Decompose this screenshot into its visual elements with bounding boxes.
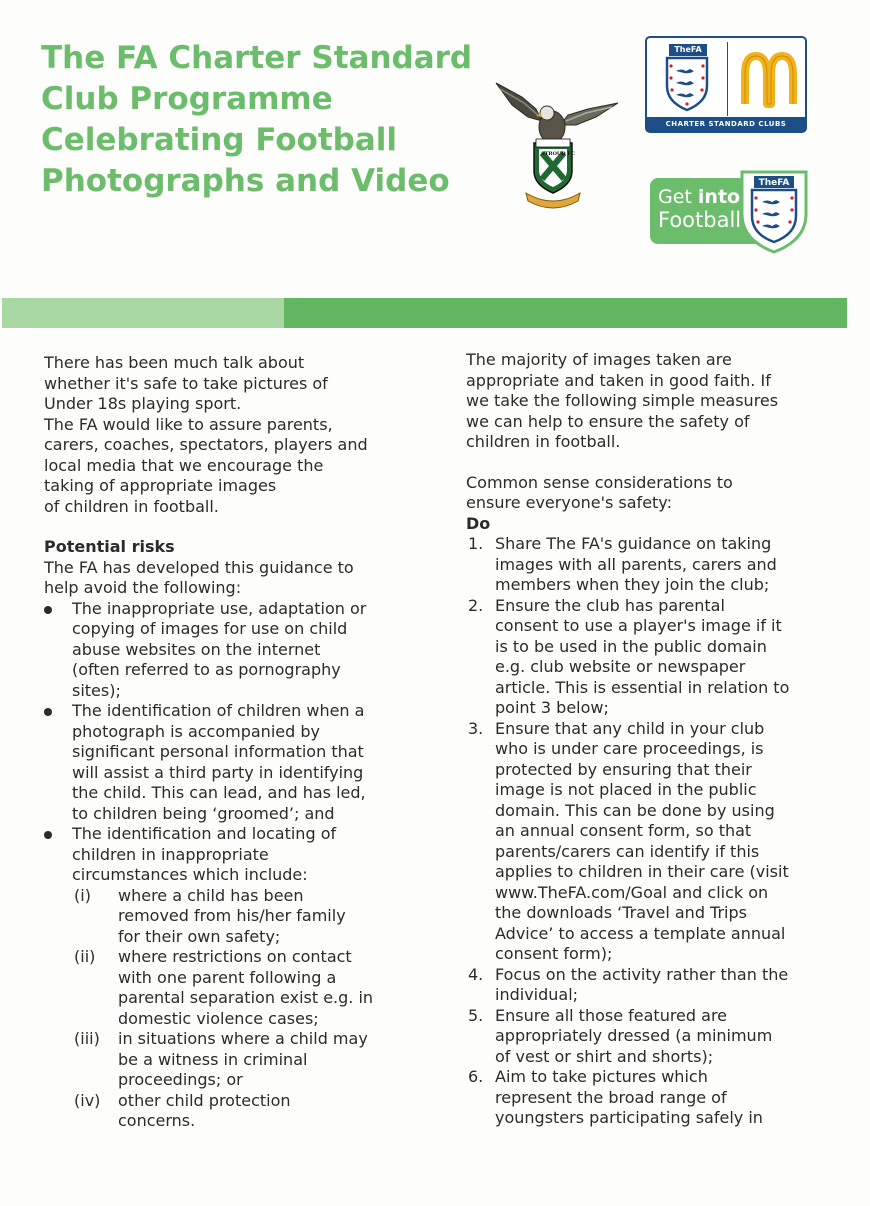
mcdonalds-arches-icon xyxy=(739,52,799,108)
text-line: the downloads ‘Travel and Trips xyxy=(495,903,747,922)
text-line: domain. This can be done by using xyxy=(495,800,775,820)
circumstances-list xyxy=(72,886,394,1132)
list-item xyxy=(72,1029,394,1091)
title-line: Celebrating Football xyxy=(41,122,398,158)
text-line: youngsters participating safely in xyxy=(495,1108,763,1127)
bullet-icon xyxy=(44,606,52,614)
do-heading: Do xyxy=(466,513,491,533)
text-line: The inappropriate use, adaptation or xyxy=(72,598,367,618)
text-line: other child protection xyxy=(118,1090,291,1110)
text-line: carers, coaches, spectators, players and xyxy=(44,435,368,454)
getinto-thefa-tag: TheFA xyxy=(758,178,790,188)
item-number: 2. xyxy=(468,595,484,615)
text-line: sites); xyxy=(72,680,121,700)
text-line: where restrictions on contact xyxy=(118,947,352,966)
text-line: with one parent following a xyxy=(118,967,337,987)
item-number: 5. xyxy=(468,1005,484,1025)
text-line: article. This is essential in relation to xyxy=(495,677,790,697)
text-line: www.TheFA.com/Goal and click on xyxy=(495,882,769,902)
club-eagle-badge-logo xyxy=(492,75,622,215)
text-line: is to be used in the public domain xyxy=(495,636,767,656)
text-line: appropriate and taken in good faith. If xyxy=(466,370,771,390)
item-number: (i) xyxy=(74,885,91,905)
text-line: Ensure that any child in your club xyxy=(495,718,765,738)
list-item xyxy=(44,701,394,824)
header-band-dark xyxy=(284,298,847,328)
text-line: parents/carers can identify if this xyxy=(495,841,760,861)
item-number: (ii) xyxy=(74,947,96,966)
text-line: domestic violence cases; xyxy=(118,1008,319,1028)
list-item xyxy=(44,599,394,702)
text-line: children in inappropriate xyxy=(72,844,269,864)
title-line: The FA Charter Standard xyxy=(41,40,473,76)
right-column xyxy=(466,350,816,1129)
item-number: (iii) xyxy=(74,1029,100,1048)
item-number: 1. xyxy=(468,534,484,553)
text-line: children in football. xyxy=(466,432,621,451)
item-number: 6. xyxy=(468,1067,484,1086)
text-line: Aim to take pictures which xyxy=(495,1067,708,1086)
charter-strip: CHARTER STANDARD CLUBS xyxy=(647,117,805,131)
thefa-tag: TheFA xyxy=(669,44,707,56)
text-line: Ensure the club has parental xyxy=(495,595,725,615)
text-line: we take the following simple measures xyxy=(466,391,779,410)
text-line: There has been much talk about xyxy=(44,353,305,372)
text-line: individual; xyxy=(495,985,579,1004)
text-line: Focus on the activity rather than the xyxy=(495,964,789,984)
list-item xyxy=(466,719,816,965)
left-column xyxy=(44,353,394,1132)
text-line: applies to children in their care (visit xyxy=(495,862,789,881)
text-line: consent form); xyxy=(495,944,613,963)
getinto-word-bold: into xyxy=(697,186,741,208)
text-line: images with all parents, carers and xyxy=(495,554,777,574)
text-line: we can help to ensure the safety of xyxy=(466,411,750,431)
item-number: 3. xyxy=(468,718,484,738)
text-line: consent to use a player's image if it xyxy=(495,616,782,635)
text-line: e.g. club website or newspaper xyxy=(495,657,746,676)
text-line: to children being ‘groomed’; and xyxy=(72,803,335,823)
text-line: The majority of images taken are xyxy=(466,350,732,369)
getinto-word: Get xyxy=(658,186,692,208)
risks-intro xyxy=(44,558,394,599)
text-line: local media that we encourage the xyxy=(44,455,324,475)
intro-paragraph xyxy=(466,350,816,453)
text-line: parental separation exist e.g. in xyxy=(118,988,374,1007)
title-line: Club Programme xyxy=(41,81,333,117)
spacer xyxy=(466,453,816,473)
intro-paragraph xyxy=(44,353,394,415)
get-into-football-logo xyxy=(650,168,810,254)
text-line: Advice’ to access a template annual xyxy=(495,923,786,943)
list-item xyxy=(466,1006,816,1068)
item-number: (iv) xyxy=(74,1090,101,1110)
text-line: The identification of children when a xyxy=(72,701,365,720)
text-line: proceedings; or xyxy=(118,1070,243,1089)
text-line: represent the broad range of xyxy=(495,1087,727,1107)
text-line: photograph is accompanied by xyxy=(72,721,320,741)
section-heading: Potential risks xyxy=(44,537,175,556)
list-item xyxy=(466,596,816,719)
text-line: of vest or shirt and shorts); xyxy=(495,1046,714,1066)
text-line: point 3 below; xyxy=(495,698,609,717)
text-line: members when they join the club; xyxy=(495,575,770,594)
text-line: for their own safety; xyxy=(118,926,281,946)
text-line: who is under care proceedings, is xyxy=(495,739,764,758)
list-item xyxy=(466,965,816,1006)
logo-divider xyxy=(727,42,728,116)
text-line: ensure everyone's safety: xyxy=(466,493,672,512)
text-line: whether it's safe to take pictures of xyxy=(44,373,328,393)
text-line: The FA would like to assure parents, xyxy=(44,414,333,434)
text-line: where a child has been xyxy=(118,885,304,905)
item-number: 4. xyxy=(468,964,484,984)
do-list xyxy=(466,534,816,1129)
list-item xyxy=(72,1091,394,1132)
text-line: be a witness in criminal xyxy=(118,1049,308,1069)
list-item xyxy=(72,886,394,948)
text-line: Ensure all those featured are xyxy=(495,1005,728,1025)
charter-standard-logo xyxy=(645,36,807,133)
title-line: Photographs and Video xyxy=(41,163,450,199)
text-line: help avoid the following: xyxy=(44,578,242,597)
intro-paragraph xyxy=(44,415,394,518)
text-line: taking of appropriate images xyxy=(44,476,277,495)
page-title xyxy=(41,38,481,202)
list-item xyxy=(466,534,816,596)
text-line: image is not placed in the public xyxy=(495,780,757,799)
text-line: abuse websites on the internet xyxy=(72,639,321,659)
text-line: of children in football. xyxy=(44,496,219,516)
bullet-icon xyxy=(44,831,52,839)
text-line: The FA has developed this guidance to xyxy=(44,557,354,577)
getinto-line2: Football xyxy=(658,208,742,232)
text-line: will assist a third party in identifying xyxy=(72,762,364,782)
list-item xyxy=(44,824,394,1132)
getinto-line1 xyxy=(658,186,740,208)
text-line: Under 18s playing sport. xyxy=(44,394,242,413)
bullet-icon xyxy=(44,708,52,716)
list-item xyxy=(72,947,394,1029)
text-line: The identification and locating of xyxy=(72,824,337,843)
text-line: circumstances which include: xyxy=(72,865,308,884)
club-badge-text: STROUD FC xyxy=(541,151,575,157)
text-line: significant personal information that xyxy=(72,742,364,761)
text-line: concerns. xyxy=(118,1111,196,1130)
text-line: removed from his/her family xyxy=(118,906,346,925)
text-line: an annual consent form, so that xyxy=(495,821,752,840)
text-line: Share The FA's guidance on taking xyxy=(495,534,772,553)
text-line: the child. This can lead, and has led, xyxy=(72,783,366,802)
text-line: appropriately dressed (a minimum xyxy=(495,1026,773,1045)
risks-list xyxy=(44,599,394,1132)
list-item xyxy=(466,1067,816,1129)
text-line: copying of images for use on child xyxy=(72,619,348,638)
text-line: protected by ensuring that their xyxy=(495,759,752,779)
text-line: in situations where a child may xyxy=(118,1029,368,1048)
header-band-light xyxy=(2,298,284,328)
common-sense-paragraph xyxy=(466,473,816,514)
text-line: Common sense considerations to xyxy=(466,472,733,492)
text-line: (often referred to as pornography xyxy=(72,660,341,679)
